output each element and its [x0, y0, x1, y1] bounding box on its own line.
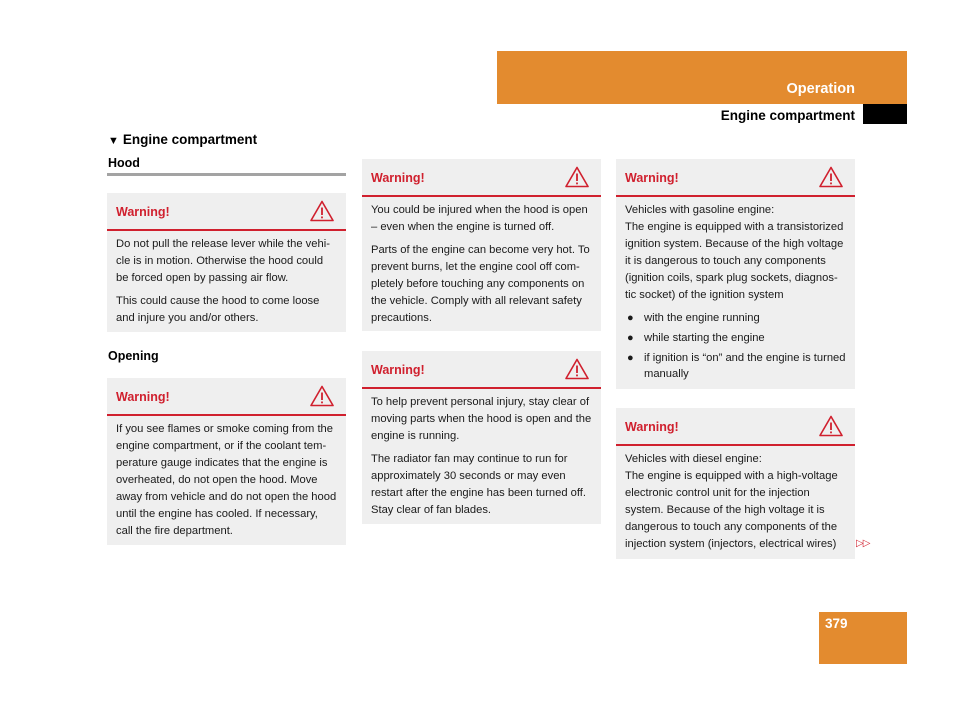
warning-box-radiator-fan: [362, 351, 601, 524]
section-header-bar: [497, 51, 907, 104]
opening-heading: Opening: [108, 349, 159, 363]
warning-label: Warning!: [371, 363, 425, 377]
warning-triangle-icon: [565, 166, 589, 188]
list-item: [625, 310, 846, 326]
warning-header: [107, 193, 346, 231]
warning-header: [362, 351, 601, 389]
warning-label: Warning!: [116, 205, 170, 219]
warning-paragraph: If you see flames or smoke coming from the engine compartment, or if the coolant tem-perature gauge indicates that the engine is overheated, do not open the hood. Move away from vehicle and do not open the hood until the engine has cooled. If necessary, call the fire department.: [116, 423, 337, 537]
warning-label: Warning!: [625, 171, 679, 185]
warning-body: [362, 389, 601, 527]
warning-label: Warning!: [116, 390, 170, 404]
warning-header: [616, 408, 855, 446]
warning-header: [362, 159, 601, 197]
list-item: [625, 350, 846, 382]
warning-header: [616, 159, 855, 197]
list-item-text: while starting the engine: [644, 332, 765, 344]
warning-body: [616, 446, 855, 561]
warning-paragraph: This could cause the hood to come loose and injure you and/or others.: [116, 295, 320, 324]
bullet-icon: ●: [627, 352, 634, 364]
warning-paragraph: The engine is equipped with a transistorized ignition system. Because of the high voltage it is dangerous to touch any components (ignition coils, spark plug sockets, diagnos-tic socket) of the ignition system: [625, 221, 844, 301]
warning-box-hot-engine: [362, 159, 601, 331]
warning-header: [107, 378, 346, 416]
warning-box-diesel-injection: [616, 408, 855, 559]
warning-paragraph: Do not pull the release lever while the vehi-cle is in motion. Otherwise the hood could be forced open by passing air flow.: [116, 238, 330, 284]
bullet-icon: ●: [627, 312, 634, 324]
warning-paragraph: The engine is equipped with a high-voltage electronic control unit for the injection system. Because of the high voltage it is dangerous to touch any components of the injection system (injectors, electrical wires): [625, 470, 838, 550]
page-number-box: [819, 612, 907, 664]
list-item-text: if ignition is “on” and the engine is turned manually: [644, 352, 846, 380]
warning-box-overheating: [107, 378, 346, 545]
page-heading-text: Engine compartment: [122, 132, 258, 147]
page-heading: [108, 132, 257, 147]
continued-arrow-icon: ▷▷: [856, 538, 870, 549]
warning-paragraph: To help prevent personal injury, stay clear of moving parts when the hood is open and the engine is running.: [371, 396, 592, 442]
warning-triangle-icon: [565, 358, 589, 380]
warning-paragraph: You could be injured when the hood is open – even when the engine is turned off.: [371, 204, 588, 233]
warning-triangle-icon: [819, 166, 843, 188]
warning-paragraph: Parts of the engine can become very hot. To prevent burns, let the engine cool off com-pletely before touching any components on the vehicle. Comply with all relevant safety precautions.: [371, 244, 590, 324]
warning-body: [107, 231, 346, 335]
page-number: 379: [825, 616, 848, 631]
warning-paragraph: The radiator fan may continue to run for approximately 30 seconds or may even restart after the engine has been turned off. Stay clear of fan blades.: [371, 453, 586, 516]
warning-triangle-icon: [819, 415, 843, 437]
hood-heading: Hood: [108, 156, 140, 170]
warning-bullet-list: [625, 310, 846, 382]
section-title: Operation: [786, 81, 855, 97]
warning-triangle-icon: [310, 385, 334, 407]
divider: [107, 173, 346, 176]
warning-body: [616, 197, 855, 394]
subsection-title: Engine compartment: [720, 108, 855, 123]
warning-label: Warning!: [371, 171, 425, 185]
warning-box-gasoline-ignition: [616, 159, 855, 389]
list-item-text: with the engine running: [644, 312, 760, 324]
warning-paragraph: Vehicles with gasoline engine:: [625, 204, 775, 216]
warning-box-release-lever: [107, 193, 346, 332]
warning-body: [107, 416, 346, 548]
warning-paragraph: Vehicles with diesel engine:: [625, 453, 762, 465]
bullet-icon: ●: [627, 332, 634, 344]
section-tab-marker: [863, 104, 907, 124]
warning-label: Warning!: [625, 420, 679, 434]
triangle-down-icon: ▼: [108, 135, 119, 147]
list-item: [625, 330, 846, 346]
warning-triangle-icon: [310, 200, 334, 222]
warning-body: [362, 197, 601, 335]
